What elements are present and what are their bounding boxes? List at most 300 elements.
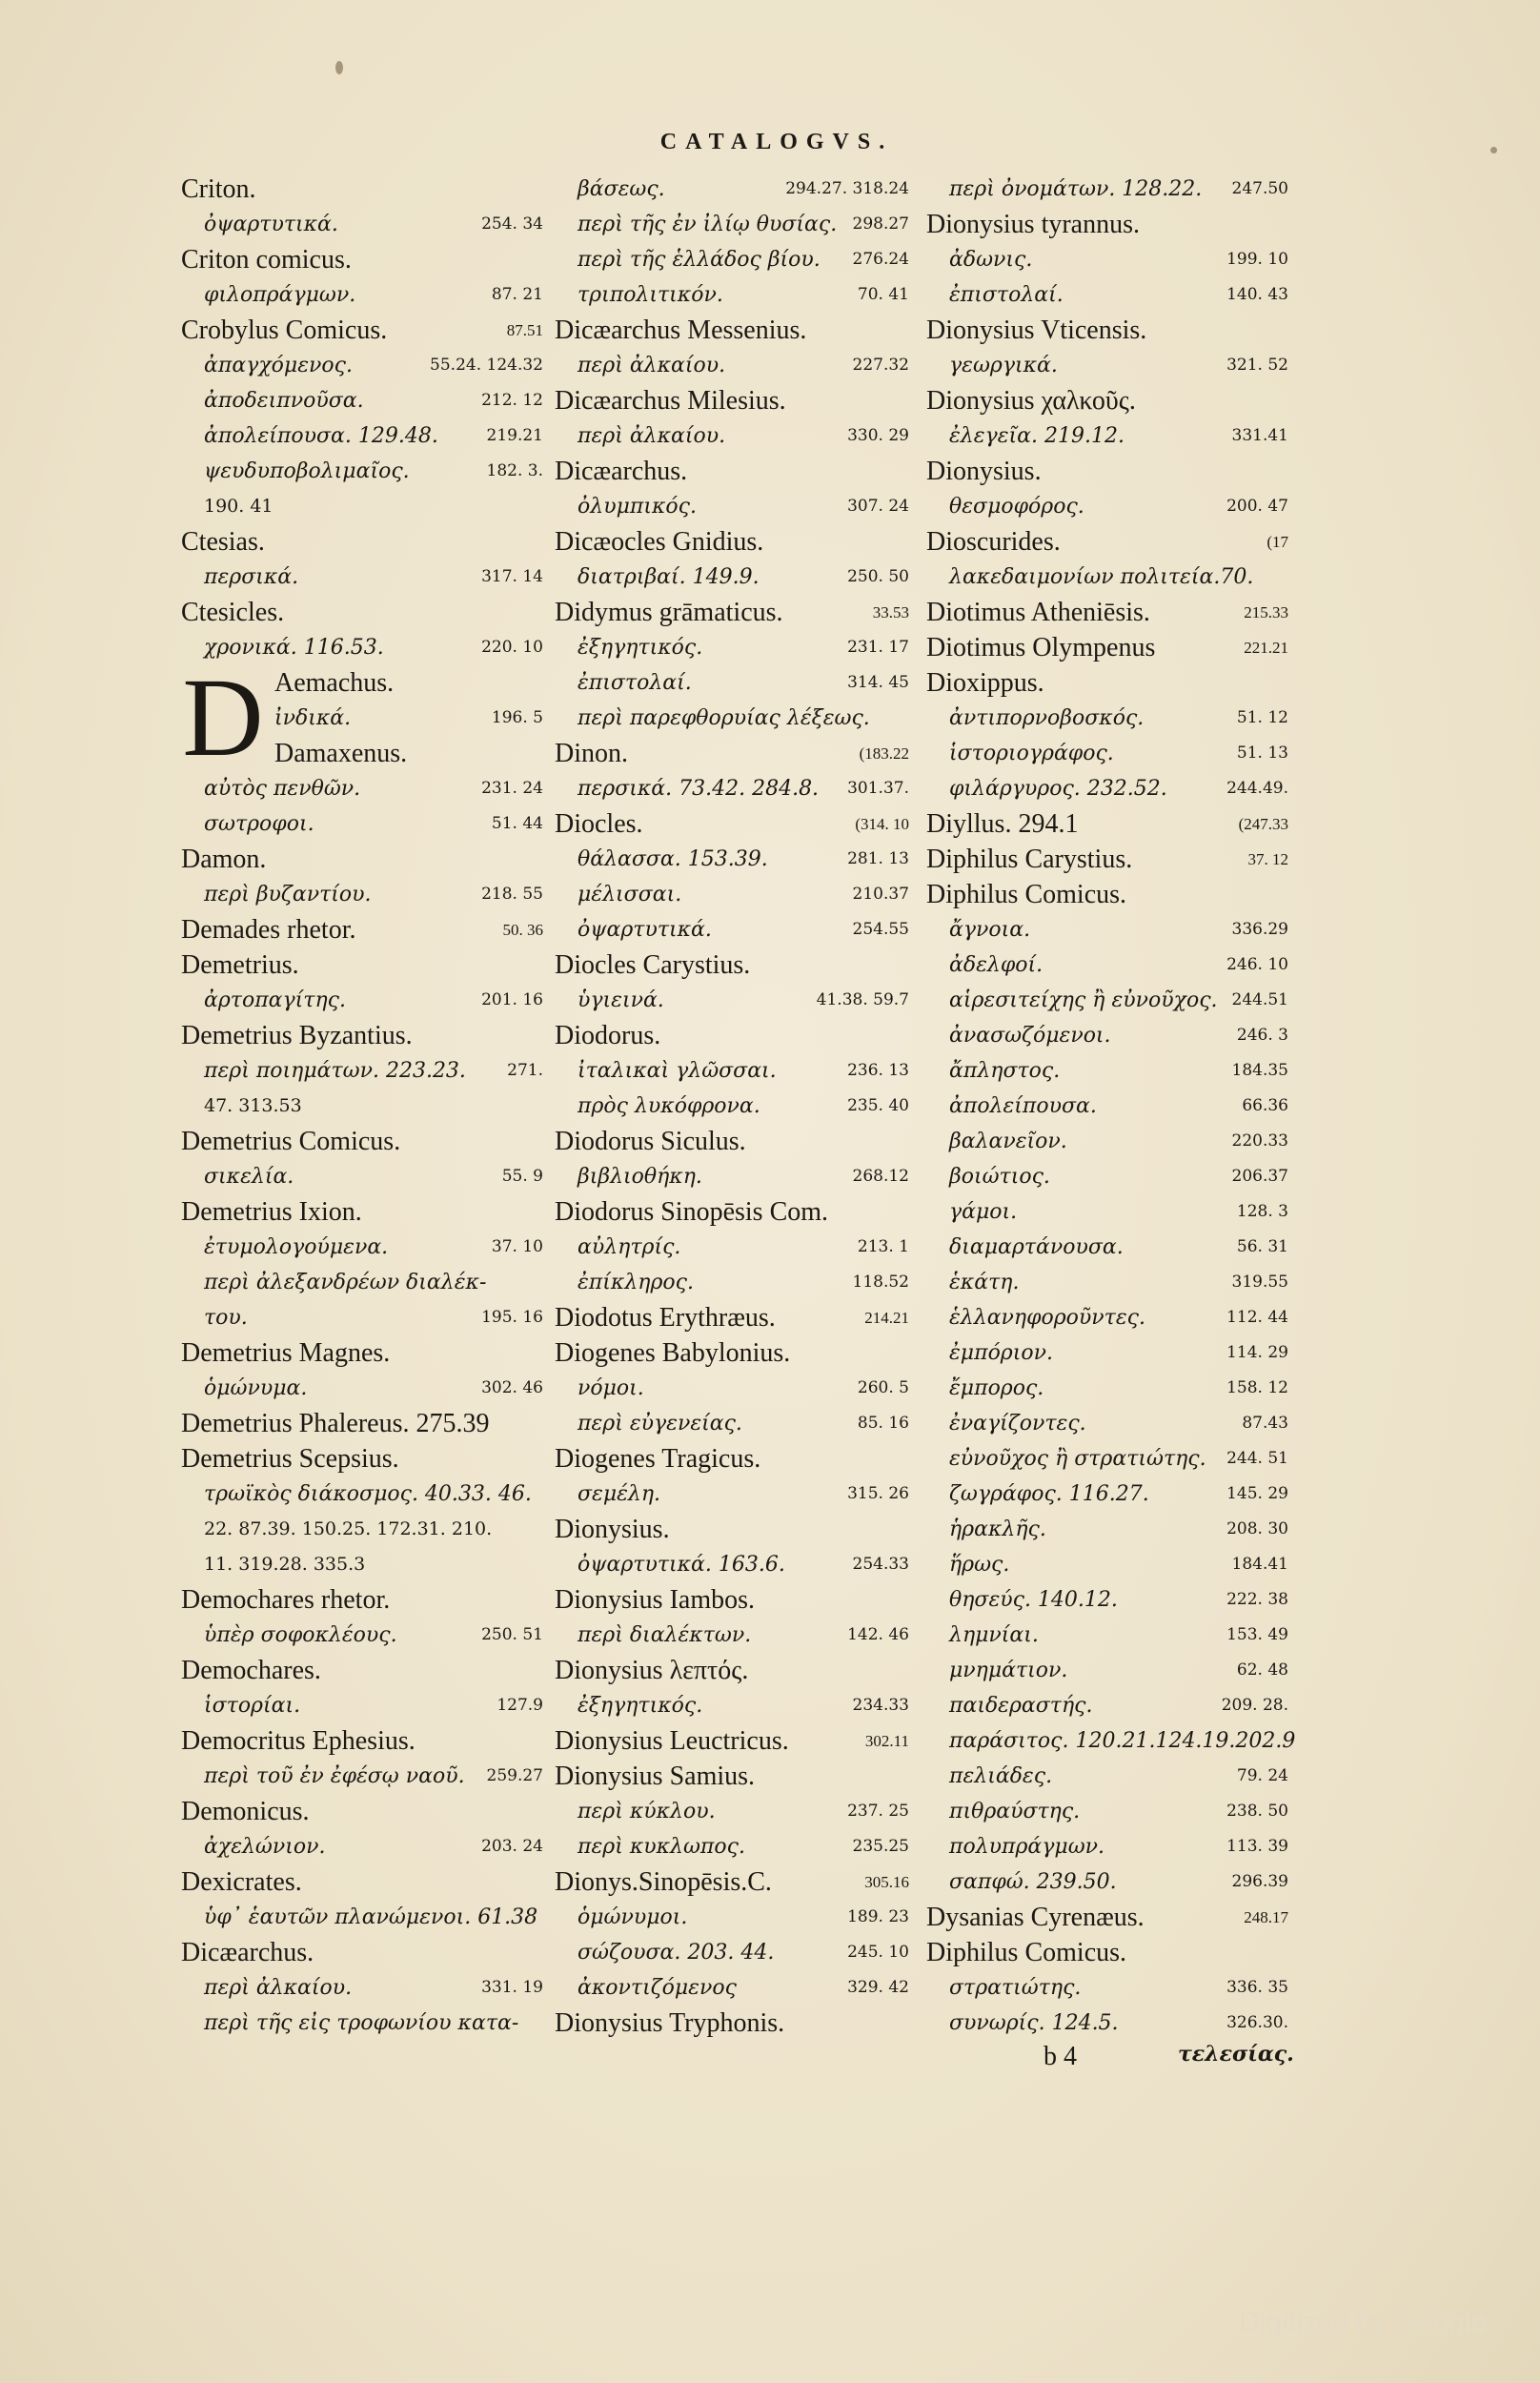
entry-page-ref: 248.17: [1244, 1908, 1288, 1926]
index-work-entry: [555, 1970, 909, 2006]
entry-page-ref: 142. 46: [847, 1625, 909, 1644]
entry-text: ἀκοντιζόμενος: [578, 1976, 737, 2000]
entry-text: ἐξηγητικός.: [578, 1694, 703, 1718]
index-work-entry: [926, 1759, 1288, 1794]
index-work-entry: [181, 2006, 543, 2041]
entry-text: σώζουσα. 203. 44.: [578, 1941, 775, 1965]
index-work-entry: [926, 1406, 1288, 1441]
index-author-entry: [181, 242, 543, 277]
entry-page-ref: 37. 12: [1247, 850, 1288, 868]
index-author-entry: [181, 736, 543, 771]
index-work-entry: [181, 1265, 543, 1300]
entry-text: Dicæocles Gnidius.: [555, 527, 764, 557]
index-work-entry: [926, 277, 1288, 313]
entry-text: περσικά.: [204, 565, 299, 589]
entry-text: Dionysius Iambos.: [555, 1585, 755, 1615]
index-work-entry: [926, 1582, 1288, 1618]
entry-text: περὶ τῆς ἑλλάδος βίου.: [578, 248, 821, 272]
index-work-entry: [926, 1864, 1288, 1900]
entry-page-ref: 237. 25: [847, 1802, 909, 1821]
index-author-entry: [555, 313, 909, 348]
index-work-entry: [181, 560, 543, 595]
entry-page-ref: 208. 30: [1226, 1519, 1288, 1538]
index-work-entry: [181, 277, 543, 313]
entry-text: ἐπιστολαί.: [949, 283, 1064, 307]
entry-text: θεσμοφόρος.: [949, 495, 1084, 519]
index-work-entry: [926, 1829, 1288, 1864]
entry-text: Diodorus Sinopēsis Com.: [555, 1197, 829, 1227]
signature-mark: b 4: [1044, 2042, 1077, 2071]
index-column-1: [181, 172, 543, 2041]
index-work-entry: [555, 1053, 909, 1089]
entry-text: γεωργικά.: [949, 354, 1058, 377]
entry-page-ref: 301.37.: [847, 779, 909, 798]
index-author-entry: [555, 1124, 909, 1159]
entry-text: περσικά. 73.42. 284.8.: [578, 777, 820, 801]
index-work-entry: [555, 877, 909, 912]
entry-text: λημνίαι.: [949, 1623, 1039, 1647]
entry-text: ὀλυμπικός.: [578, 495, 697, 519]
index-work-entry: [555, 1688, 909, 1723]
entry-text: Ctesias.: [181, 527, 265, 557]
index-work-entry: [926, 1018, 1288, 1053]
entry-page-ref: 55. 9: [501, 1167, 543, 1186]
entry-page-ref: 56. 31: [1236, 1237, 1288, 1256]
entry-text: ἐμπόριον.: [949, 1341, 1053, 1365]
index-work-entry: [555, 842, 909, 877]
entry-text: Demetrius Scepsius.: [181, 1444, 399, 1474]
index-author-entry: [181, 595, 543, 630]
entry-page-ref: 244.51: [1231, 990, 1288, 1009]
index-work-entry: [926, 1794, 1288, 1829]
index-work-entry: [181, 1300, 543, 1335]
drop-cap-initial: D: [182, 655, 264, 780]
entry-text: Diotimus Atheniēsis.: [926, 598, 1150, 627]
index-work-entry: [555, 1406, 909, 1441]
entry-page-ref: 231. 17: [847, 638, 909, 657]
index-work-entry: [926, 1194, 1288, 1230]
entry-page-ref: 220. 10: [481, 638, 543, 657]
index-author-entry: [555, 1018, 909, 1053]
entry-text: Demetrius Byzantius.: [181, 1021, 413, 1050]
entry-text: περὶ τῆς ἐν ἰλίῳ θυσίας.: [578, 213, 838, 236]
entry-text: ἄπληστος.: [949, 1059, 1061, 1083]
index-author-entry: [181, 665, 543, 701]
entry-text: ἀδελφοί.: [949, 953, 1044, 977]
index-work-entry: [555, 277, 909, 313]
index-author-entry: [181, 1935, 543, 1970]
entry-page-ref: 250. 51: [481, 1625, 543, 1644]
entry-text: σεμέλη.: [578, 1482, 661, 1506]
index-author-entry: [181, 1794, 543, 1829]
index-work-entry: [181, 1230, 543, 1265]
index-work-entry: [926, 1230, 1288, 1265]
index-author-entry: [555, 1653, 909, 1688]
entry-text: ὁμώνυμα.: [204, 1376, 308, 1400]
entry-text: 22. 87.39. 150.25. 172.31. 210.: [204, 1518, 493, 1539]
index-author-entry: [926, 877, 1288, 912]
index-work-entry: [926, 1265, 1288, 1300]
entry-page-ref: 245. 10: [847, 1943, 909, 1962]
entry-text: ψευδυποβολιμαῖος.: [204, 459, 410, 483]
index-work-entry: [181, 207, 543, 242]
entry-text: Democritus Ephesius.: [181, 1726, 415, 1756]
index-work-entry: [181, 418, 543, 454]
index-author-entry: [555, 1759, 909, 1794]
entry-text: ἐπίκληρος.: [578, 1271, 694, 1294]
entry-text: φιλοπράγμων.: [204, 283, 356, 307]
index-work-entry: [926, 1441, 1288, 1477]
index-work-entry: [181, 1371, 543, 1406]
index-work-entry: [926, 1547, 1288, 1582]
index-work-entry: [926, 1053, 1288, 1089]
entry-text: πελιάδες.: [949, 1764, 1053, 1788]
entry-page-ref: 276.24: [852, 250, 909, 269]
entry-text: περὶ τοῦ ἐν ἐφέσῳ ναοῦ.: [204, 1764, 465, 1788]
entry-page-ref: 271.: [507, 1061, 543, 1080]
entry-text: Demonicus.: [181, 1797, 310, 1826]
entry-text: Demetrius Ixion.: [181, 1197, 362, 1227]
entry-text: περὶ βυζαντίου.: [204, 883, 372, 906]
entry-text: τρωϊκὸς διάκοσμος. 40.33. 46.: [204, 1482, 532, 1506]
entry-text: Dicæarchus Messenius.: [555, 316, 807, 345]
entry-text: ἀπαγχόμενος.: [204, 354, 353, 377]
entry-text: Dionysius.: [926, 457, 1042, 486]
entry-text: Criton comicus.: [181, 245, 352, 275]
entry-text: Demetrius.: [181, 950, 299, 980]
index-work-entry: [181, 1159, 543, 1194]
entry-page-ref: 294.27. 318.24: [785, 179, 909, 198]
entry-page-ref: 41.38. 59.7: [816, 990, 909, 1009]
entry-text: ἑκάτη.: [949, 1271, 1020, 1294]
entry-page-ref: 336. 35: [1226, 1978, 1288, 1997]
index-work-entry: [181, 454, 543, 489]
entry-page-ref: 87.43: [1242, 1414, 1288, 1433]
index-author-entry: [555, 454, 909, 489]
index-author-entry: [555, 524, 909, 560]
entry-page-ref: 314. 45: [847, 673, 909, 692]
entry-page-ref: 212. 12: [481, 391, 543, 410]
index-work-entry: [926, 242, 1288, 277]
entry-text: Diphilus Carystius.: [926, 845, 1133, 874]
entry-text: ἐπιστολαί.: [578, 671, 692, 695]
entry-text: τριπολιτικόν.: [578, 283, 723, 307]
entry-page-ref: 260. 5: [857, 1378, 909, 1397]
index-author-entry: [181, 313, 543, 348]
entry-page-ref: 55.24. 124.32: [430, 356, 543, 375]
entry-page-ref: 254.55: [852, 920, 909, 939]
entry-text: Demetrius Phalereus. 275.39: [181, 1409, 490, 1438]
index-work-entry: [555, 771, 909, 806]
index-work-entry: [926, 1970, 1288, 2006]
entry-text: 190. 41: [204, 496, 274, 517]
index-work-entry: [926, 489, 1288, 524]
entry-page-ref: 195. 16: [481, 1308, 543, 1327]
index-author-entry: [181, 1723, 543, 1759]
entry-text: Dicæarchus.: [555, 457, 688, 486]
entry-page-ref: 87. 21: [491, 285, 543, 304]
entry-text: περὶ παρεφθορυίας λέξεως.: [578, 706, 870, 730]
entry-page-ref: 234.33: [852, 1696, 909, 1715]
entry-text: Diyllus. 294.1: [926, 809, 1079, 839]
entry-page-ref: 321. 52: [1226, 356, 1288, 375]
entry-page-ref: 201. 16: [481, 990, 543, 1009]
index-author-entry: [555, 1335, 909, 1371]
index-author-entry: [181, 1864, 543, 1900]
entry-page-ref: 326.30.: [1226, 2013, 1288, 2032]
entry-page-ref: 145. 29: [1226, 1484, 1288, 1503]
entry-text: ἔμπορος.: [949, 1376, 1044, 1400]
entry-text: περὶ ἀλκαίου.: [578, 424, 726, 448]
entry-text: Diocles Carystius.: [555, 950, 751, 980]
entry-text: πολυπράγμων.: [949, 1835, 1105, 1859]
entry-page-ref: 302. 46: [481, 1378, 543, 1397]
entry-page-ref: 215.33: [1244, 603, 1288, 621]
entry-text: Diotimus Olympenus: [926, 633, 1156, 662]
index-work-entry: [555, 418, 909, 454]
index-column-3: [926, 172, 1296, 2041]
entry-page-ref: 51. 44: [491, 814, 543, 833]
entry-page-ref: 79. 24: [1236, 1766, 1288, 1785]
entry-text: Demochares.: [181, 1656, 321, 1685]
entry-text: Dionysius χαλκοῦς.: [926, 386, 1136, 416]
index-work-entry: [181, 983, 543, 1018]
index-work-entry: [926, 1512, 1288, 1547]
entry-text: Dionysius tyrannus.: [926, 210, 1140, 239]
entry-text: περὶ ὀνομάτων. 128.22.: [949, 177, 1203, 201]
entry-page-ref: 254. 34: [481, 214, 543, 234]
index-author-entry: [181, 947, 543, 983]
index-author-entry: [181, 1582, 543, 1618]
entry-text: περὶ ἀλκαίου.: [578, 354, 726, 377]
entry-text: ἐξηγητικός.: [578, 636, 703, 660]
entry-page-ref: 319.55: [1231, 1273, 1288, 1292]
index-author-entry: [926, 595, 1288, 630]
entry-text: ἐναγίζοντες.: [949, 1412, 1086, 1436]
index-work-entry: [926, 1124, 1288, 1159]
entry-text: αὐτὸς πενθῶν.: [204, 777, 361, 801]
entry-page-ref: 182. 3.: [486, 461, 543, 480]
index-work-entry: [555, 1230, 909, 1265]
entry-page-ref: 196. 5: [491, 708, 543, 727]
entry-page-ref: 220.33: [1231, 1131, 1288, 1151]
entry-text: ἱστοριογράφος.: [949, 742, 1114, 765]
entry-page-ref: 66.36: [1242, 1096, 1288, 1115]
entry-text: ἰταλικαὶ γλῶσσαι.: [578, 1059, 777, 1083]
index-column-2: [555, 172, 909, 2041]
entry-page-ref: 268.12: [852, 1167, 909, 1186]
entry-page-ref: 296.39: [1231, 1872, 1288, 1891]
entry-page-ref: 246. 10: [1226, 955, 1288, 974]
entry-page-ref: 128. 3: [1236, 1202, 1288, 1221]
entry-page-ref: 85. 16: [857, 1414, 909, 1433]
entry-page-ref: (314. 10: [855, 815, 909, 833]
index-author-entry: [555, 1512, 909, 1547]
index-work-entry: [555, 560, 909, 595]
entry-text: ὀψαρτυτικά.: [204, 213, 338, 236]
entry-page-ref: 114. 29: [1226, 1343, 1288, 1362]
entry-page-ref: 118.52: [852, 1273, 909, 1292]
index-work-entry: [926, 1371, 1288, 1406]
entry-text: ὑπὲρ σοφοκλέους.: [204, 1623, 397, 1647]
entry-text: Dexicrates.: [181, 1867, 302, 1897]
entry-page-ref: 238. 50: [1226, 1802, 1288, 1821]
index-author-entry: [555, 1441, 909, 1477]
index-work-entry: [555, 665, 909, 701]
entry-page-ref: 50. 36: [502, 921, 543, 939]
entry-text: φιλάργυρος. 232.52.: [949, 777, 1167, 801]
index-work-entry: [926, 1653, 1288, 1688]
ink-spot: [1490, 147, 1497, 153]
entry-text: νόμοι.: [578, 1376, 644, 1400]
index-work-entry: [555, 912, 909, 947]
entry-text: Demetrius Magnes.: [181, 1338, 391, 1368]
index-work-entry: [555, 1547, 909, 1582]
entry-text: Demades rhetor.: [181, 915, 356, 945]
index-work-entry: [555, 1089, 909, 1124]
entry-page-ref: 113. 39: [1226, 1837, 1288, 1856]
index-work-entry: [181, 383, 543, 418]
index-author-entry: [181, 1406, 543, 1441]
entry-text: Diodorus.: [555, 1021, 661, 1050]
entry-text: 47. 313.53: [204, 1095, 302, 1116]
index-author-entry: [555, 1582, 909, 1618]
entry-text: Diphilus Comicus.: [926, 880, 1127, 909]
entry-text: Dionysius Vticensis.: [926, 316, 1147, 345]
index-work-entry: [926, 1618, 1288, 1653]
entry-page-ref: 222. 38: [1226, 1590, 1288, 1609]
entry-text: Damon.: [181, 845, 267, 874]
entry-text: παράσιτος. 120.21.124.19.202.9: [949, 1729, 1296, 1753]
entry-page-ref: 189. 23: [847, 1907, 909, 1926]
entry-page-ref: (183.22: [859, 744, 909, 763]
entry-page-ref: 214.21: [864, 1309, 909, 1327]
index-author-entry: [926, 1900, 1288, 1935]
index-author-entry: [555, 595, 909, 630]
entry-text: ἄγνοια.: [949, 918, 1031, 942]
index-work-entry: [181, 806, 543, 842]
entry-text: σικελία.: [204, 1165, 294, 1189]
entry-page-ref: 336.29: [1231, 920, 1288, 939]
index-work-entry: [181, 1900, 543, 1935]
entry-text: ἥρως.: [949, 1553, 1010, 1577]
index-author-entry: [926, 454, 1288, 489]
entry-text: διαμαρτάνουσα.: [949, 1235, 1124, 1259]
entry-text: ἀντιπορνοβοσκός.: [949, 706, 1145, 730]
entry-text: ἀπολείπουσα. 129.48.: [204, 424, 438, 448]
entry-page-ref: 51. 12: [1236, 708, 1288, 727]
entry-text: περὶ κύκλου.: [578, 1800, 716, 1823]
index-work-entry: [181, 877, 543, 912]
index-author-entry: [181, 172, 543, 207]
entry-text: ἡρακλῆς.: [949, 1517, 1046, 1541]
index-work-entry: [181, 348, 543, 383]
entry-page-ref: 317. 14: [481, 567, 543, 586]
entry-page-ref: 244.49.: [1226, 779, 1288, 798]
entry-page-ref: (247.33: [1238, 815, 1288, 833]
index-work-entry: [555, 983, 909, 1018]
index-author-entry: [926, 1935, 1288, 1970]
entry-text: ἀδωνις.: [949, 248, 1033, 272]
entry-page-ref: 259.27: [486, 1766, 543, 1785]
index-work-entry: [926, 348, 1288, 383]
entry-text: βοιώτιος.: [949, 1165, 1050, 1189]
entry-page-ref: 87.51: [506, 321, 543, 339]
entry-page-ref: (17: [1266, 533, 1288, 551]
entry-text: ἱστορίαι.: [204, 1694, 301, 1718]
entry-page-ref: 210.37: [852, 885, 909, 904]
entry-text: ἐλεγεῖα. 219.12.: [949, 424, 1125, 448]
entry-text: πρὸς λυκόφρονα.: [578, 1094, 760, 1118]
index-author-entry: [181, 1124, 543, 1159]
entry-text: διατριβαί. 149.9.: [578, 565, 760, 589]
entry-text: Aemachus.: [274, 668, 395, 698]
entry-page-ref: 70. 41: [857, 285, 909, 304]
index-work-entry: [181, 1970, 543, 2006]
index-work-entry: [926, 1159, 1288, 1194]
entry-text: Demochares rhetor.: [181, 1585, 391, 1615]
entry-page-ref: 331.41: [1231, 426, 1288, 445]
entry-text: γάμοι.: [949, 1200, 1018, 1224]
entry-text: ἀπολείπουσα.: [949, 1094, 1097, 1118]
index-author-entry: [181, 1441, 543, 1477]
entry-text: Dicæarchus.: [181, 1938, 314, 1967]
entry-text: εὐνοῦχος ἢ στρατιώτης.: [949, 1447, 1206, 1471]
index-work-entry: [181, 1547, 543, 1582]
drop-cap-block: [181, 655, 543, 780]
entry-page-ref: 200. 47: [1226, 497, 1288, 516]
index-author-entry: [555, 383, 909, 418]
entry-text: Criton.: [181, 174, 256, 204]
entry-text: περὶ κυκλωπος.: [578, 1835, 745, 1859]
entry-text: Demetrius Comicus.: [181, 1127, 401, 1156]
index-author-entry: [926, 313, 1288, 348]
entry-page-ref: 219.21: [486, 426, 543, 445]
index-author-entry: [181, 1653, 543, 1688]
entry-page-ref: 329. 42: [847, 1978, 909, 1997]
entry-text: ζωγράφος. 116.27.: [949, 1482, 1149, 1506]
index-author-entry: [926, 630, 1288, 665]
index-work-entry: [926, 1300, 1288, 1335]
entry-page-ref: 184.41: [1231, 1555, 1288, 1574]
page-header: CATALOGVS.: [659, 130, 894, 154]
index-author-entry: [926, 207, 1288, 242]
entry-text: αἱρεσιτείχης ἢ εὐνοῦχος.: [949, 988, 1218, 1012]
catchword: τελεσίας.: [1178, 2042, 1294, 2067]
entry-text: Dionysius Samius.: [555, 1762, 756, 1791]
entry-text: βαλανεῖον.: [949, 1130, 1067, 1153]
index-author-entry: [555, 1864, 909, 1900]
entry-page-ref: 184.35: [1231, 1061, 1288, 1080]
index-author-entry: [555, 947, 909, 983]
entry-text: ἀχελώνιον.: [204, 1835, 326, 1859]
entry-page-ref: 218. 55: [481, 885, 543, 904]
index-work-entry: [181, 489, 543, 524]
entry-text: Dioscurides.: [926, 527, 1061, 557]
index-work-entry: [555, 1935, 909, 1970]
index-work-entry: [926, 947, 1288, 983]
entry-text: Diodotus Erythræus.: [555, 1303, 776, 1333]
entry-text: ἑλλανηφοροῦντες.: [949, 1306, 1145, 1330]
entry-page-ref: 235. 40: [847, 1096, 909, 1115]
entry-text: 11. 319.28. 335.3: [204, 1554, 366, 1575]
entry-text: Dinon.: [555, 739, 628, 768]
entry-text: Dionysius.: [555, 1515, 670, 1544]
index-work-entry: [181, 1089, 543, 1124]
index-author-entry: [926, 665, 1288, 701]
index-work-entry: [181, 1512, 543, 1547]
entry-page-ref: 203. 24: [481, 1837, 543, 1856]
